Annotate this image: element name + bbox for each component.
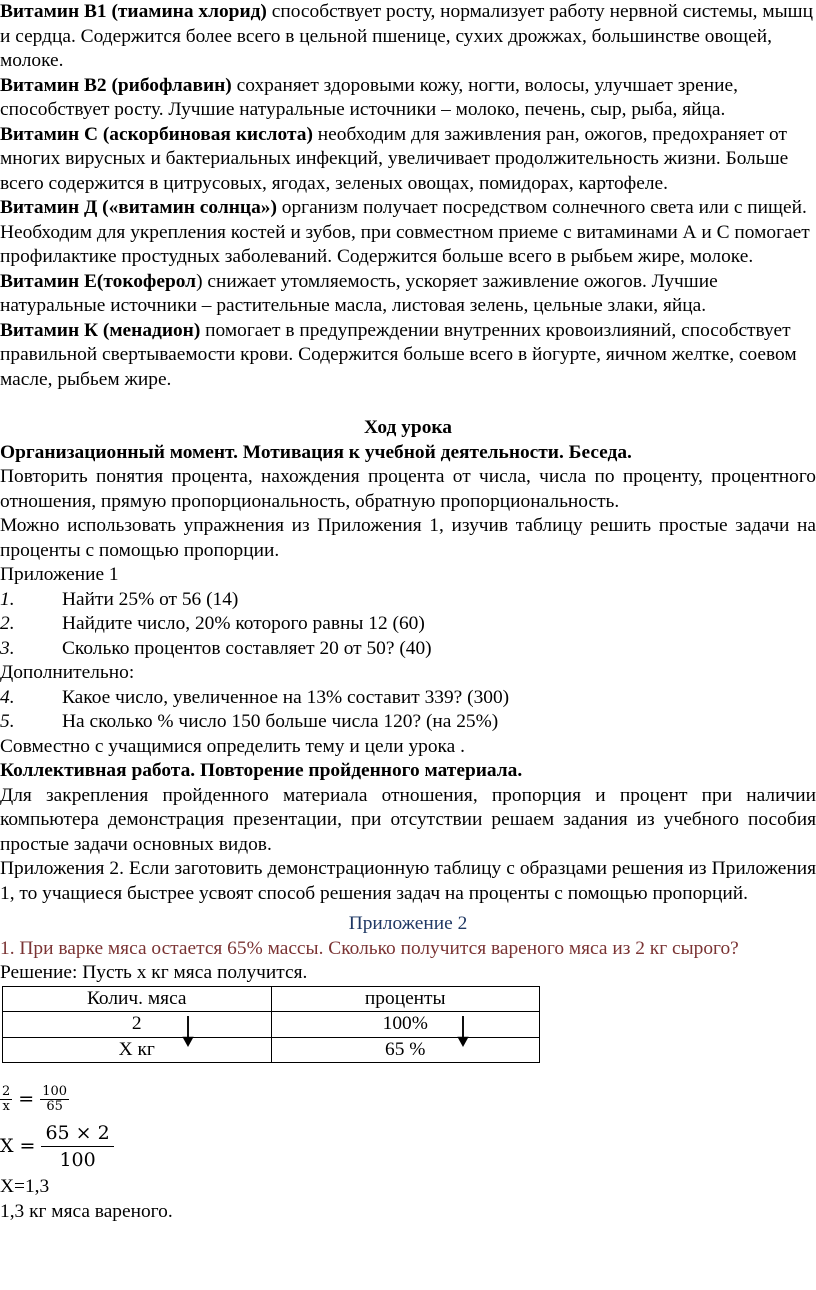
task-text: На сколько % число 150 больше числа 120? (на 25%) [62,711,499,732]
task-text: Сколько процентов составляет 20 от 50? (40) [62,637,432,659]
fraction-numerator: 2 [2,1083,11,1099]
fraction [0,1085,12,1114]
equation-solution [0,1117,816,1175]
task-text: Найдите число, 20% которого равны 12 (60) [62,613,425,634]
problem-text: 1. При варке мяса остается 65% массы. Сколько получится вареного мяса из 2 кг сырого? [0,937,739,959]
vitamins-section [0,0,816,392]
fraction-numerator: 100 [42,1083,68,1099]
paragraph-1: Повторить понятия процента, нахождения процента от числа, числа по проценту, процентного отношения, прямую пропорциональность, обратную пропорциональность. [0,466,816,512]
fraction [40,1085,69,1114]
vitamin-b2-paragraph [0,74,816,123]
equals-sign: = [18,1087,35,1110]
task-number: 4. [0,686,15,708]
appendix1-label: Приложение 1 [0,564,119,585]
down-arrow-icon [456,1016,470,1048]
task-number: 3. [0,637,15,659]
vitamin-name: Витамин В2 (рибофлавин) [0,74,232,96]
task-text: Найти 25% от 56 (14) [62,588,239,610]
paragraph-4: Для закрепления пройденного материала отношения, пропорция и процент при наличии компьютера демонстрация презентации, при отсутствии решаем задания из учебного пособия простые задачи основных видов. [0,784,816,855]
proportion-table [2,986,540,1064]
table-cell-text: 65 % [385,1038,426,1060]
vitamin-description: помогает в предупреждении внутренних кровоизлияний, способствует правильной свертываемости крови. Содержится больше всего в йогурте, яичном желтке, соевом масле, рыбьем жире. [0,319,797,390]
solution-intro: Решение: Пусть х кг мяса получится. [0,962,308,983]
table-cell [271,1037,540,1063]
task-list-item [0,588,816,613]
vitamin-description: организм получает посредством солнечного света или с пищей. Необходим для укрепления костей и зубов, при совместном приеме с витаминами А и С помогает профилактике простудных заболеваний. Содержится больше всего в рыбьем жире, молоке. [0,197,810,267]
fraction-numerator: 65 × 2 [41,1120,113,1147]
vitamin-name: Витамин С (аскорбиновая кислота) [0,123,313,145]
vitamin-description: необходим для заживления ран, ожогов, предохраняет от многих вирусных и бактериальных инфекций, увеличивает продолжительность жизни. Больше всего содержится в цитрусовых, ягодах, зеленых овощах, помидорах, картофеле. [0,123,789,194]
table-cell: 100% [271,1012,540,1038]
vitamin-description: сохраняет здоровыми кожу, ногти, волосы, улучшает зрение, способствует росту. Лучшие натуральные источники – молоко, печень, сыр, рыба, яйца. [0,74,738,120]
equation-proportion [0,1081,816,1117]
task-list-item [0,710,816,735]
paragraph-3: Совместно с учащимися определить тему и цели урока . [0,735,465,757]
result-line-2: 1,3 кг мяса вареного. [0,1200,173,1222]
table-header-cell: Колич. мяса [3,986,272,1012]
stage2-heading-text: Коллективная работа. Повторение пройденного материала. [0,760,523,781]
stage2-heading [0,759,816,784]
down-arrow-icon [181,1016,195,1048]
vitamin-name: Витамин Е(токоферол [0,270,197,292]
vitamin-d-paragraph [0,196,816,270]
equals-sign: = [19,1134,36,1157]
table-cell [3,1037,272,1063]
fraction [41,1120,113,1173]
task-list-item [0,686,816,711]
vitamin-description: ) снижает утомляемость, ускоряет заживление ожогов. Лучшие натуральные источники – растительные масла, листовая зелень, цельные злаки, яйца. [0,270,718,316]
vitamin-c-paragraph [0,123,816,197]
vitamin-name: Витамин К (менадион) [0,319,201,341]
table-row [3,1037,540,1063]
paragraph-2: Можно использовать упражнения из Приложения 1, изучив таблицу решить простые задачи на проценты с помощью пропорции. [0,515,816,561]
vitamin-b1-paragraph [0,0,816,74]
task-text: Какое число, увеличенное на 13% составит 339? (300) [62,686,510,708]
task-number: 2. [0,613,15,634]
lesson-title-text: Ход урока [364,417,452,438]
appendix2-label: Приложение 2 [348,913,468,934]
vitamin-k-paragraph [0,319,816,393]
lesson-title [0,416,816,441]
spacer [0,392,816,416]
table-header-cell: проценты [271,986,540,1012]
fraction-denominator: 100 [59,1148,96,1171]
table-cell: 2 [3,1012,272,1038]
task-number: 5. [0,711,15,732]
task-list-item [0,637,816,662]
vitamin-description: способствует росту, нормализует работу нервной системы, мышц и сердца. Содержится более всего в цельной пшенице, сухих дрожжах, большинстве овощей, молоке. [0,1,813,71]
task-number: 1. [0,588,15,610]
paragraph-5: Приложения 2. Если заготовить демонстрационную таблицу с образцами решения из Приложения 1, то учащиеся быстрее усвоят способ решения задач на проценты с помощью пропорций. [0,858,816,904]
vitamin-name: Витамин В1 (тиамина хлорид) [0,1,267,22]
fraction-denominator: x [2,1098,10,1114]
spacer [0,1063,816,1081]
extra-label: Дополнительно: [0,662,135,683]
vitamin-name: Витамин Д («витамин солнца») [0,197,277,218]
task-list-item [0,612,816,637]
result-line-1: X=1,3 [0,1176,50,1197]
fraction-denominator: 65 [46,1098,63,1114]
table-header-row [3,986,540,1012]
equation-variable: X [0,1134,14,1157]
table-cell-text: Х кг [118,1038,155,1060]
stage1-heading-text: Организационный момент. Мотивация к учебной деятельности. Беседа. [0,441,632,463]
stage1-heading [0,441,816,466]
vitamin-e-paragraph [0,270,816,319]
